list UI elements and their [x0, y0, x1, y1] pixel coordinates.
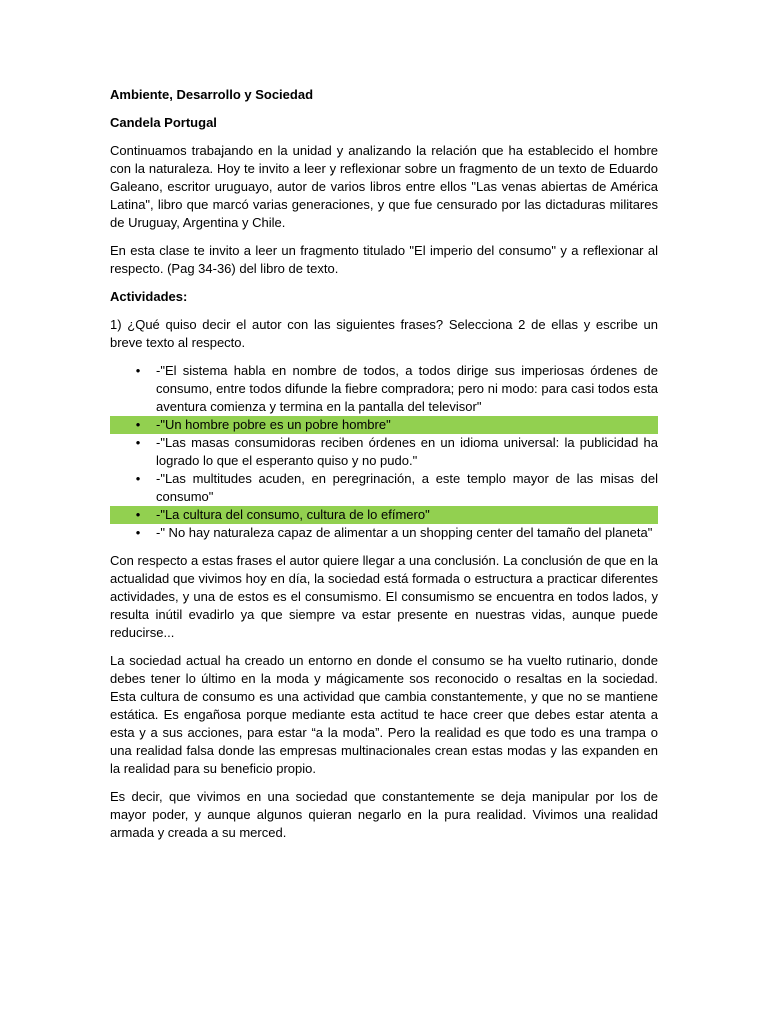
bullet-dot-icon: •: [135, 417, 141, 432]
phrase-item-3: [110, 434, 658, 470]
document-author: Candela Portugal: [110, 115, 217, 130]
phrase-item-4: [110, 470, 658, 506]
document-content: [110, 86, 658, 852]
phrase-item-2: [110, 416, 658, 434]
phrase-item-5: [110, 506, 658, 524]
document-title: Ambiente, Desarrollo y Sociedad: [110, 87, 314, 102]
phrases-list: [110, 362, 658, 542]
activity-question: 1) ¿Qué quiso decir el autor con las siguientes frases? Selecciona 2 de ellas y escribe un breve texto al respecto.: [110, 317, 658, 350]
bullet-dot-icon: •: [135, 363, 141, 378]
answer-paragraph-2: La sociedad actual ha creado un entorno en donde el consumo se ha vuelto rutinario, donde debes tener lo último en la moda y mágicamente sos reconocido o resaltas en la sociedad. Esta cultura de consumo es una actividad que cambia constantemente, y que no se mantiene estática. Es engañosa porque mediante esta actitud te hace creer que debes estar atenta a esta y a sus acciones, para estar “a la moda”. Pero la realidad es que todo es una trampa o una realidad falsa donde las empresas multinacionales crean estas modas y las expanden en la realidad para su beneficio propio.: [110, 653, 658, 776]
phrase-text: -"La cultura del consumo, cultura de lo efímero": [156, 507, 430, 522]
bullet-dot-icon: •: [135, 435, 141, 450]
activities-heading: Actividades:: [110, 289, 188, 304]
phrase-text: -" No hay naturaleza capaz de alimentar a un shopping center del tamaño del planeta": [156, 525, 653, 540]
phrase-text: -"Un hombre pobre es un pobre hombre": [156, 417, 391, 432]
bullet-dot-icon: •: [135, 525, 141, 540]
phrase-text: -"Las masas consumidoras reciben órdenes en un idioma universal: la publicidad ha logrado lo que el esperanto quiso y no pudo.": [156, 435, 658, 468]
phrase-text: -"Las multitudes acuden, en peregrinación, a este templo mayor de las misas del consumo": [156, 471, 658, 504]
intro-paragraph-2: En esta clase te invito a leer un fragmento titulado "El imperio del consumo" y a reflexionar al respecto. (Pag 34-36) del libro de texto.: [110, 243, 658, 276]
answer-paragraph-3: Es decir, que vivimos en una sociedad que constantemente se deja manipular por los de mayor poder, y aunque algunos quieran negarlo en la pura realidad. Vivimos una realidad armada y creada a su merced.: [110, 789, 658, 840]
answer-paragraph-1: Con respecto a estas frases el autor quiere llegar a una conclusión. La conclusión de que en la actualidad que vivimos hoy en día, la sociedad está formada o estructura a practicar diferentes actividades, y una de estos es el consumismo. El consumismo se encuentra en todos lados, y resulta inútil evadirlo ya que siempre va estar presente en nuestras vidas, aunque puede reducirse...: [110, 553, 658, 640]
intro-paragraph-1: Continuamos trabajando en la unidad y analizando la relación que ha establecido el hombre con la naturaleza. Hoy te invito a leer y reflexionar sobre un fragmento de un texto de Eduardo Galeano, escritor uruguayo, autor de varios libros entre ellos "Las venas abiertas de América Latina", libro que marcó varias generaciones, y que fue censurado por las dictaduras militares de Uruguay, Argentina y Chile.: [110, 143, 658, 230]
phrase-item-6: [110, 524, 658, 542]
bullet-dot-icon: •: [135, 507, 141, 522]
phrase-text: -"El sistema habla en nombre de todos, a todos dirige sus imperiosas órdenes de consumo, entre todos difunde la fiebre compradora; pero ni modo: para casi todos esta aventura comienza y termina en la pantalla del televisor": [156, 363, 658, 414]
phrase-item-1: [110, 362, 658, 416]
bullet-dot-icon: •: [135, 471, 141, 486]
